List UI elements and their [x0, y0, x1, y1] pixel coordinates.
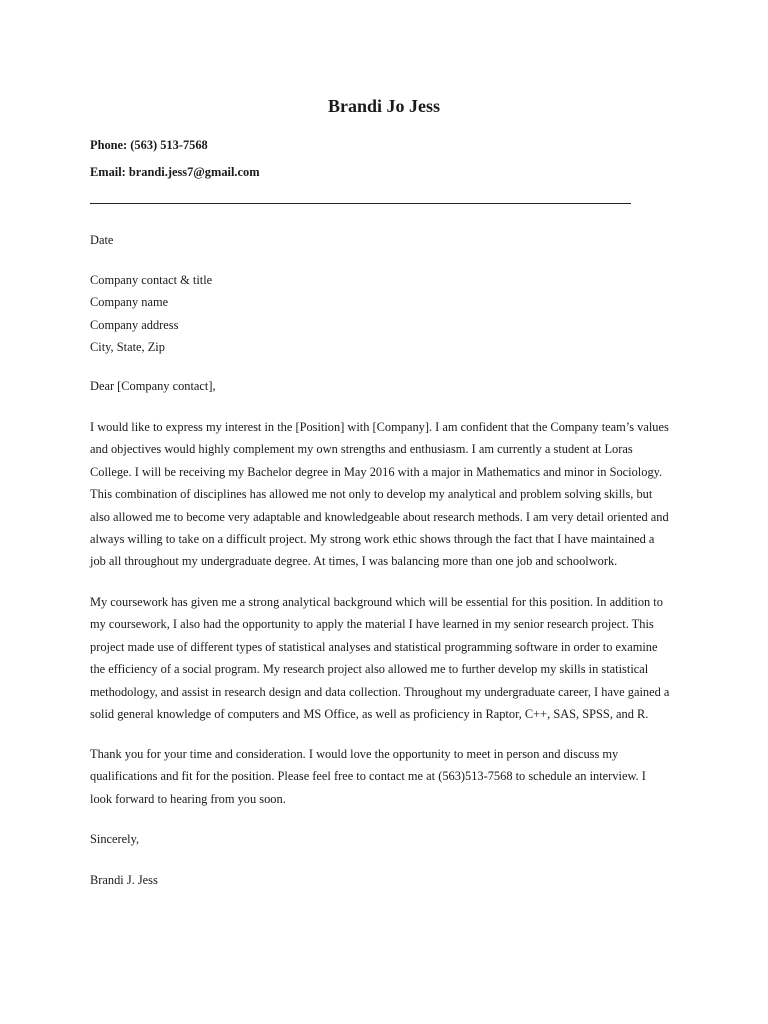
paragraph-line: I would like to express my interest in the [Position] with [Company]. I am confident that the Company team’s values	[90, 420, 669, 434]
paragraph-line: always willing to take on a difficult project. My strong work ethic shows through the fact that I have maintained a	[90, 532, 655, 547]
signature-text: Brandi J. Jess	[90, 873, 158, 887]
letter-name-heading: Brandi Jo Jess	[327, 96, 441, 116]
paragraph-line: also allowed me to become very adaptable and knowledgeable about research methods. I am very detail oriented and	[90, 509, 669, 524]
body-paragraph-1	[90, 416, 682, 573]
paragraph-line: This combination of disciplines has allowed me not only to develop my analytical and problem solving skills, but	[90, 487, 653, 502]
paragraph-line: look forward to hearing from you soon.	[90, 791, 286, 806]
paragraph-line: methodology, and assist in research design and data collection. Throughout my undergraduate career, I have gained a	[90, 684, 670, 699]
paragraph-line: project made use of different types of statistical analyses and statistical programming software in order to examine	[90, 639, 658, 654]
paragraph-line: College. I will be receiving my Bachelor degree in May 2016 with a major in Mathematics and minor in Sociology.	[90, 464, 663, 479]
salutation	[90, 375, 682, 397]
paragraph-line: job all throughout my undergraduate degree. At times, I was balancing more than one job and schoolwork.	[90, 554, 618, 569]
email-line	[90, 164, 260, 180]
recipient-line: Company name	[90, 295, 169, 310]
date-line	[90, 229, 682, 251]
recipient-line: City, State, Zip	[90, 340, 165, 355]
closing-text: Sincerely,	[90, 832, 140, 846]
header-divider	[90, 203, 631, 204]
recipient-line: Company address	[90, 317, 179, 332]
signature	[90, 869, 682, 891]
paragraph-line: my coursework, I also had the opportunity to apply the material I have learned in my senior research project. This	[90, 617, 654, 632]
email-label: Email:	[90, 165, 126, 179]
paragraph-line: and objectives would highly complement my own strengths and enthusiasm. I am currently a student at Loras	[90, 442, 633, 457]
salutation-text: Dear [Company contact],	[90, 379, 216, 393]
email-value: brandi.jess7@gmail.com	[128, 165, 260, 179]
paragraph-line: qualifications and fit for the position. Please feel free to contact me at (563)513-7568 to schedule an interview. I	[90, 769, 646, 784]
phone-line	[90, 137, 208, 153]
phone-value: (563) 513-7568	[130, 138, 208, 152]
paragraph-line: My coursework has given me a strong analytical background which will be essential for this position. In addition to	[90, 595, 663, 609]
paragraph-line: solid general knowledge of computers and MS Office, as well as proficiency in Raptor, C++, SAS, SPSS, and R.	[90, 707, 649, 722]
paragraph-line: the efficiency of a social program. My research project also allowed me to further develop my skills in statistical	[90, 662, 649, 677]
phone-label: Phone:	[90, 138, 128, 152]
body-paragraph-3	[90, 743, 682, 810]
recipient-line: Company contact & title	[90, 273, 213, 287]
body-paragraph-2	[90, 591, 682, 725]
closing	[90, 828, 682, 850]
date-text: Date	[90, 233, 114, 247]
recipient-address	[90, 269, 682, 359]
paragraph-line: Thank you for your time and consideration. I would love the opportunity to meet in person and discuss my	[90, 747, 619, 761]
